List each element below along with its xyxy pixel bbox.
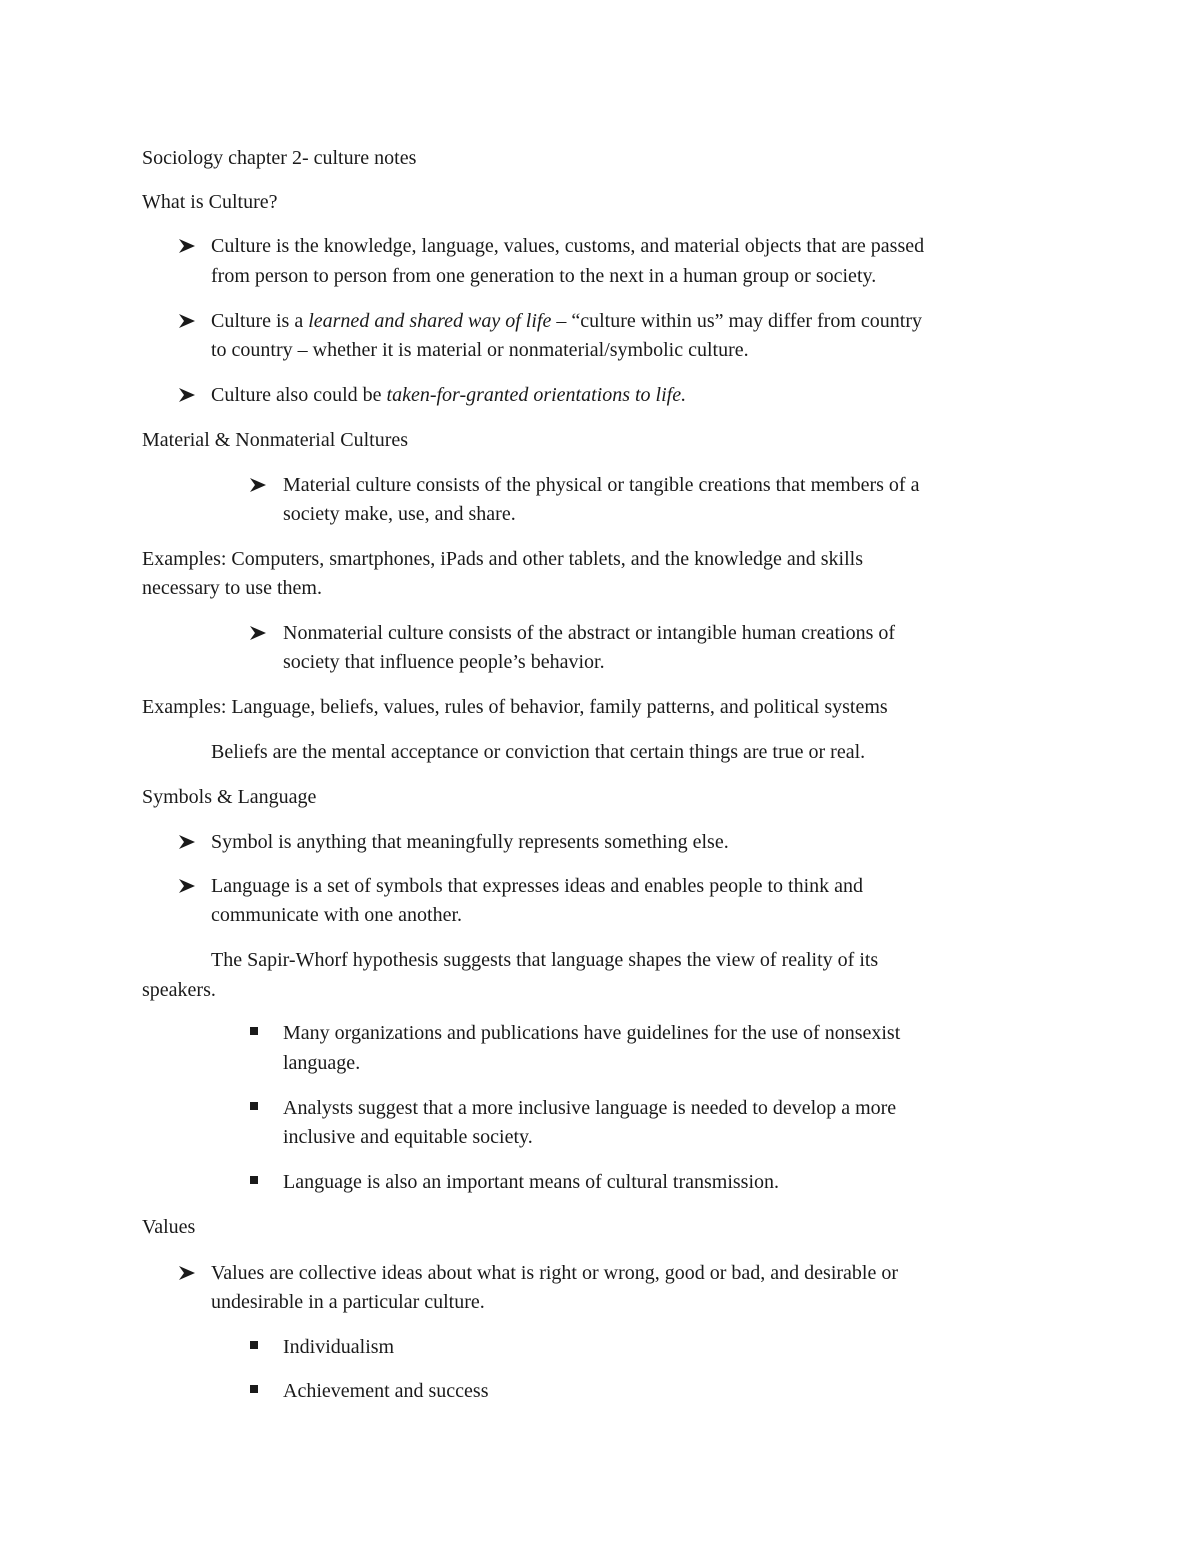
culture-definition-line-2: from person to person from one generation to the next in a human group or society. [211, 265, 877, 287]
language-definition-line-2: communicate with one another. [211, 904, 463, 926]
square-bullet-icon [250, 1341, 258, 1349]
arrowhead-bullet-icon [249, 621, 267, 645]
arrowhead-bullet-icon [178, 234, 196, 258]
material-examples-line-1: Examples: Computers, smartphones, iPads and other tablets, and the knowledge and skills [142, 548, 863, 570]
culture-learned-suffix: – “culture within us” may differ from country [551, 310, 922, 332]
nonsexist-language-line-1: Many organizations and publications have guidelines for the use of nonsexist [283, 1022, 901, 1044]
inclusive-language-line-2: inclusive and equitable society. [283, 1126, 533, 1148]
culture-taken-for-granted [211, 383, 686, 407]
document-title: Sociology chapter 2- culture notes [142, 147, 417, 169]
sapir-whorf-line-2: speakers. [142, 979, 216, 1001]
culture-definition-line-1: Culture is the knowledge, language, values, customs, and material objects that are passed [211, 235, 925, 257]
arrowhead-bullet-icon [178, 309, 196, 333]
arrowhead-bullet-icon [178, 874, 196, 898]
symbol-definition: Symbol is anything that meaningfully represents something else. [211, 831, 729, 853]
square-bullet-icon [250, 1102, 258, 1110]
square-bullet-icon [250, 1027, 258, 1035]
value-individualism: Individualism [283, 1336, 395, 1358]
culture-learned-line-1 [211, 309, 922, 333]
language-definition-line-1: Language is a set of symbols that expresses ideas and enables people to think and [211, 875, 864, 897]
heading-symbols-language: Symbols & Language [142, 786, 317, 808]
sapir-whorf-line-1: The Sapir-Whorf hypothesis suggests that language shapes the view of reality of its [211, 949, 879, 971]
values-definition-line-1: Values are collective ideas about what is right or wrong, good or bad, and desirable or [211, 1262, 899, 1284]
arrowhead-bullet-icon [178, 383, 196, 407]
nonmaterial-culture-line-2: society that influence people’s behavior. [283, 651, 605, 673]
culture-learned-line-2: to country – whether it is material or nonmaterial/symbolic culture. [211, 339, 749, 361]
heading-material-nonmaterial: Material & Nonmaterial Cultures [142, 429, 409, 451]
heading-what-is-culture: What is Culture? [142, 191, 278, 213]
culture-taken-prefix: Culture also could be [211, 384, 387, 406]
culture-taken-emphasis: taken-for-granted orientations to life. [386, 384, 687, 406]
material-culture-line-2: society make, use, and share. [283, 503, 516, 525]
culture-learned-emphasis: learned and shared way of life [308, 310, 552, 332]
beliefs-definition: Beliefs are the mental acceptance or conviction that certain things are true or real. [211, 741, 866, 763]
material-examples-line-2: necessary to use them. [142, 577, 322, 599]
arrowhead-bullet-icon [249, 473, 267, 497]
nonmaterial-examples: Examples: Language, beliefs, values, rules of behavior, family patterns, and political systems [142, 696, 888, 718]
square-bullet-icon [250, 1385, 258, 1393]
values-definition-line-2: undesirable in a particular culture. [211, 1291, 485, 1313]
arrowhead-bullet-icon [178, 830, 196, 854]
inclusive-language-line-1: Analysts suggest that a more inclusive language is needed to develop a more [283, 1097, 897, 1119]
culture-learned-prefix: Culture is a [211, 310, 309, 332]
arrowhead-bullet-icon [178, 1261, 196, 1285]
heading-values: Values [142, 1216, 196, 1238]
nonmaterial-culture-line-1: Nonmaterial culture consists of the abstract or intangible human creations of [283, 622, 896, 644]
nonsexist-language-line-2: language. [283, 1052, 361, 1074]
cultural-transmission: Language is also an important means of cultural transmission. [283, 1171, 779, 1193]
square-bullet-icon [250, 1176, 258, 1184]
value-achievement-success: Achievement and success [283, 1380, 489, 1402]
material-culture-line-1: Material culture consists of the physical or tangible creations that members of a [283, 474, 920, 496]
